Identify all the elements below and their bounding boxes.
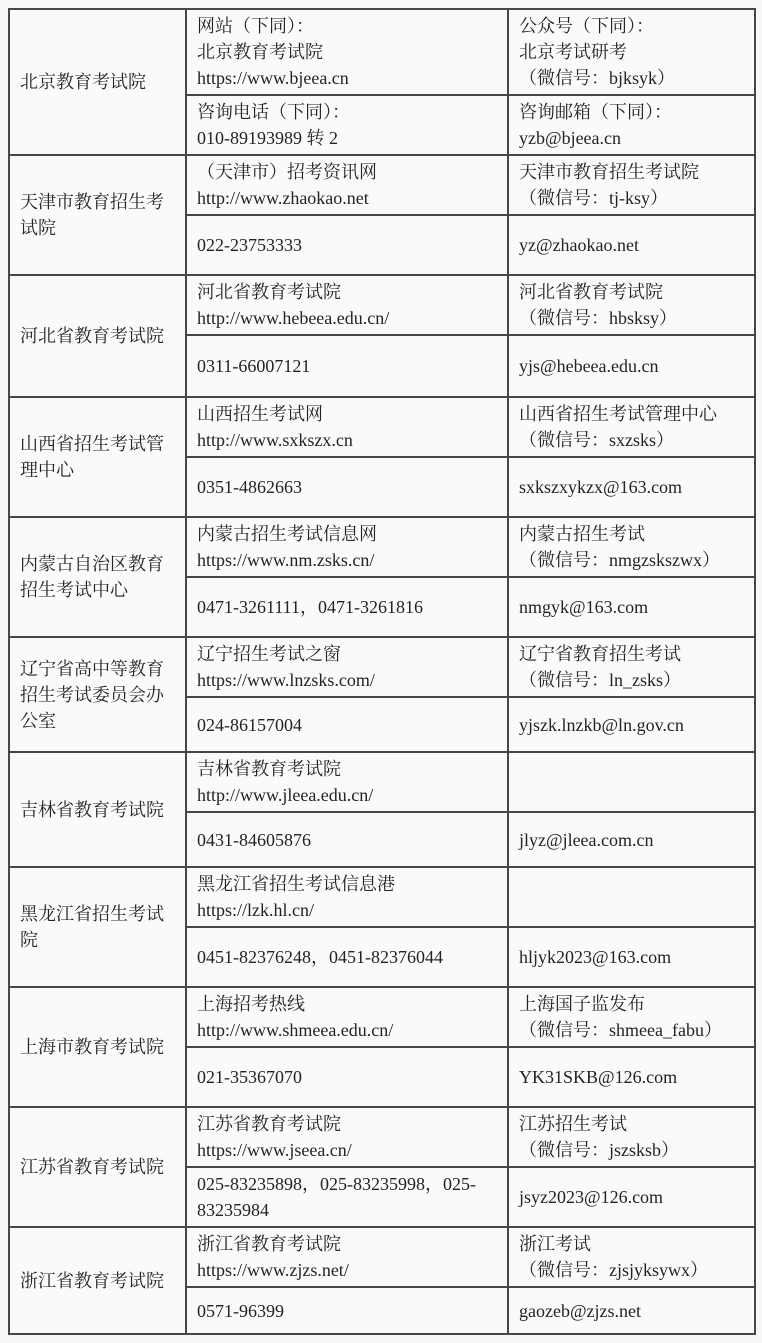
- text-line: gaozeb@zjzs.net: [519, 1300, 642, 1321]
- text-line: 022-23753333: [197, 235, 302, 255]
- table-row: [9, 397, 755, 457]
- text-line: 010-89193989 转 2: [197, 128, 338, 148]
- wechat-account-cell: [508, 867, 755, 927]
- text-line: jlyz@jleea.com.cn: [519, 829, 654, 850]
- text-line: yjszk.lnzkb@ln.gov.cn: [519, 714, 684, 735]
- text-line: hljyk2023@163.com: [519, 947, 672, 967]
- text-line: 025-83235898，025-83235998，025-83235984: [197, 1174, 476, 1220]
- text-line: YK31SKB@126.com: [519, 1067, 678, 1087]
- text-line: （微信号：ln_zsks）: [519, 670, 681, 690]
- website-cell: [186, 155, 508, 215]
- text-line: （微信号：sxzsks）: [519, 430, 675, 450]
- phone-cell: [186, 812, 508, 867]
- text-line: 0451-82376248，0451-82376044: [197, 947, 443, 967]
- org-name-cell: 河北省教育考试院: [9, 275, 186, 397]
- text-line: http://www.hebeea.edu.cn/: [197, 308, 390, 328]
- text-line: http://www.sxkszx.cn: [197, 430, 353, 450]
- text-line: 辽宁招生考试之窗: [197, 644, 341, 664]
- text-line: 0571-96399: [197, 1300, 284, 1321]
- text-line: 辽宁省教育招生考试: [519, 644, 681, 664]
- org-name-cell: 天津市教育招生考试院: [9, 155, 186, 275]
- text-line: 咨询电话（下同）：: [197, 102, 350, 122]
- org-name-cell: 浙江省教育考试院: [9, 1227, 186, 1334]
- email-cell: [508, 697, 755, 752]
- text-line: 021-35367070: [197, 1067, 302, 1087]
- org-name-cell: 北京教育考试院: [9, 9, 186, 155]
- email-cell: [508, 927, 755, 987]
- text-line: （微信号：jszsksb）: [519, 1140, 680, 1160]
- text-line: 0431-84605876: [197, 829, 311, 850]
- text-line: （微信号：shmeea_fabu）: [519, 1020, 722, 1040]
- text-line: 浙江省教育考试院: [197, 1234, 341, 1254]
- text-line: （天津市）招考资讯网: [197, 162, 377, 182]
- website-cell: [186, 9, 508, 95]
- email-cell: [508, 335, 755, 397]
- website-cell: [186, 1227, 508, 1287]
- email-cell: [508, 95, 755, 155]
- website-cell: [186, 867, 508, 927]
- text-line: 吉林省教育考试院: [197, 759, 341, 779]
- email-cell: [508, 457, 755, 517]
- table-row: [9, 637, 755, 697]
- wechat-account-cell: [508, 752, 755, 812]
- text-line: 内蒙古招生考试信息网: [197, 524, 377, 544]
- text-line: 024-86157004: [197, 714, 302, 735]
- table-row: [9, 1227, 755, 1287]
- text-line: 0471-3261111，0471-3261816: [197, 597, 423, 617]
- text-line: https://www.nm.zsks.cn/: [197, 550, 375, 570]
- text-line: 河北省教育考试院: [519, 282, 663, 302]
- website-cell: [186, 397, 508, 457]
- table-row: [9, 752, 755, 812]
- text-line: https://lzk.hl.cn/: [197, 900, 314, 920]
- text-line: yjs@hebeea.edu.cn: [519, 356, 659, 376]
- text-line: http://www.zhaokao.net: [197, 188, 369, 208]
- org-name-cell: 内蒙古自治区教育招生考试中心: [9, 517, 186, 637]
- text-line: https://www.lnzsks.com/: [197, 670, 375, 690]
- text-line: https://www.jseea.cn/: [197, 1140, 352, 1160]
- website-cell: [186, 987, 508, 1047]
- table-row: [9, 1107, 755, 1167]
- text-line: http://www.shmeea.edu.cn/: [197, 1020, 394, 1040]
- text-line: 江苏招生考试: [519, 1114, 627, 1134]
- text-line: 0351-4862663: [197, 477, 302, 497]
- phone-cell: [186, 335, 508, 397]
- email-cell: [508, 215, 755, 275]
- org-name-cell: 吉林省教育考试院: [9, 752, 186, 867]
- text-line: 山西招生考试网: [197, 404, 323, 424]
- contact-table-body: [9, 9, 755, 1334]
- text-line: （微信号：bjksyk）: [519, 68, 676, 88]
- phone-cell: [186, 215, 508, 275]
- org-name-cell: 山西省招生考试管理中心: [9, 397, 186, 517]
- phone-cell: [186, 1287, 508, 1334]
- email-cell: [508, 1287, 755, 1334]
- org-name-cell: 江苏省教育考试院: [9, 1107, 186, 1227]
- text-line: （微信号：nmgzskszwx）: [519, 550, 720, 570]
- phone-cell: [186, 1167, 508, 1227]
- text-line: 上海招考热线: [197, 994, 305, 1014]
- phone-cell: [186, 927, 508, 987]
- text-line: 内蒙古招生考试: [519, 524, 645, 544]
- text-line: 河北省教育考试院: [197, 282, 341, 302]
- text-line: yzb@bjeea.cn: [519, 128, 622, 148]
- wechat-account-cell: [508, 987, 755, 1047]
- wechat-account-cell: [508, 637, 755, 697]
- phone-cell: [186, 457, 508, 517]
- text-line: jsyz2023@126.com: [519, 1187, 664, 1207]
- wechat-account-cell: [508, 1107, 755, 1167]
- table-row: [9, 517, 755, 577]
- text-line: 网站（下同）：: [197, 16, 314, 36]
- wechat-account-cell: [508, 275, 755, 335]
- table-row: [9, 9, 755, 95]
- text-line: http://www.jleea.edu.cn/: [197, 785, 374, 805]
- wechat-account-cell: [508, 155, 755, 215]
- text-line: https://www.bjeea.cn: [197, 68, 349, 88]
- text-line: 0311-66007121: [197, 356, 311, 376]
- text-line: （微信号：tj-ksy）: [519, 188, 669, 208]
- text-line: （微信号：hbsksy）: [519, 308, 678, 328]
- text-line: 浙江考试: [519, 1234, 591, 1254]
- org-name-cell: 黑龙江省招生考试院: [9, 867, 186, 987]
- text-line: 山西省招生考试管理中心: [519, 404, 717, 424]
- table-row: [9, 155, 755, 215]
- wechat-account-cell: [508, 9, 755, 95]
- text-line: （微信号：zjsjyksywx）: [519, 1260, 708, 1280]
- text-line: 黑龙江省招生考试信息港: [197, 874, 395, 894]
- website-cell: [186, 637, 508, 697]
- email-cell: [508, 577, 755, 637]
- text-line: 公众号（下同）：: [519, 16, 654, 36]
- exam-authority-contact-table: [8, 8, 756, 1335]
- table-row: [9, 867, 755, 927]
- website-cell: [186, 752, 508, 812]
- text-line: 上海国子监发布: [519, 994, 645, 1014]
- table-row: [9, 987, 755, 1047]
- text-line: sxkszxykzx@163.com: [519, 477, 683, 497]
- phone-cell: [186, 95, 508, 155]
- phone-cell: [186, 577, 508, 637]
- email-cell: [508, 1167, 755, 1227]
- text-line: 北京教育考试院: [197, 42, 323, 62]
- wechat-account-cell: [508, 517, 755, 577]
- wechat-account-cell: [508, 397, 755, 457]
- org-name-cell: 上海市教育考试院: [9, 987, 186, 1107]
- wechat-account-cell: [508, 1227, 755, 1287]
- phone-cell: [186, 1047, 508, 1107]
- email-cell: [508, 1047, 755, 1107]
- text-line: 北京考试研考: [519, 42, 627, 62]
- text-line: yz@zhaokao.net: [519, 235, 640, 255]
- text-line: https://www.zjzs.net/: [197, 1260, 349, 1280]
- website-cell: [186, 275, 508, 335]
- org-name-cell: 辽宁省高中等教育招生考试委员会办公室: [9, 637, 186, 752]
- website-cell: [186, 1107, 508, 1167]
- table-row: [9, 275, 755, 335]
- text-line: 咨询邮箱（下同）：: [519, 102, 672, 122]
- text-line: 天津市教育招生考试院: [519, 162, 699, 182]
- website-cell: [186, 517, 508, 577]
- text-line: 江苏省教育考试院: [197, 1114, 341, 1134]
- email-cell: [508, 812, 755, 867]
- text-line: nmgyk@163.com: [519, 597, 649, 617]
- phone-cell: [186, 697, 508, 752]
